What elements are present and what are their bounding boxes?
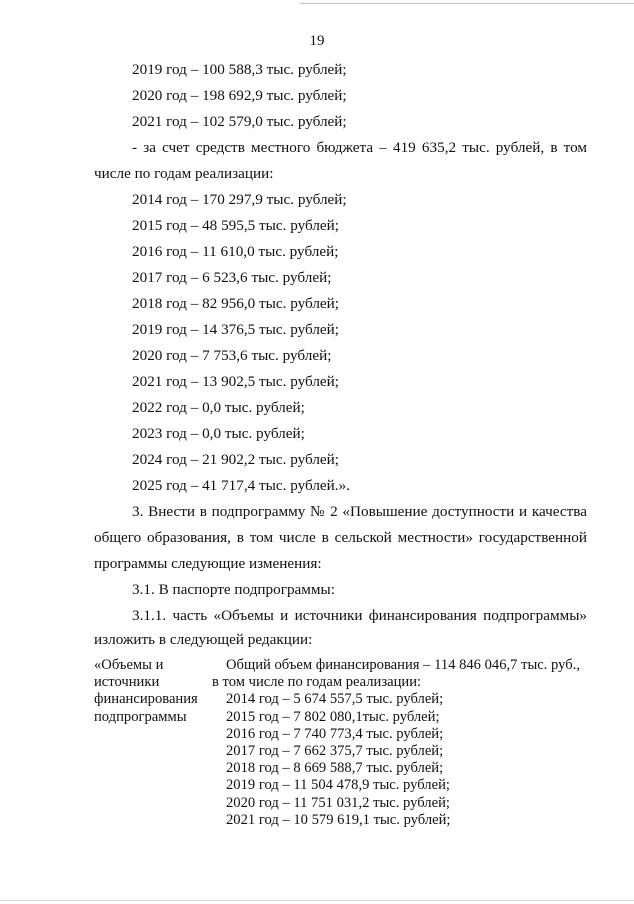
- section-3-line: 3. Внести в подпрограмму № 2 «Повышение доступности и качества: [132, 503, 587, 520]
- local-budget-line: - за счет средств местного бюджета – 419 635,2 тыс. рублей, в том: [132, 139, 587, 156]
- passport-label-line: финансирования: [94, 691, 198, 708]
- intro-year-line: 2021 год – 102 579,0 тыс. рублей;: [132, 113, 347, 130]
- local-budget-year: 2020 год – 7 753,6 тыс. рублей;: [132, 347, 332, 364]
- passport-label-line: источники: [94, 674, 160, 691]
- passport-year-line: 2017 год – 7 662 375,7 тыс. рублей;: [226, 743, 444, 760]
- section-3-1: 3.1. В паспорте подпрограммы:: [132, 581, 335, 598]
- intro-year-line: 2019 год – 100 588,3 тыс. рублей;: [132, 61, 347, 78]
- passport-label-column: [94, 657, 214, 726]
- section-3-line: общего образования, в том числе в сельской местности» государственной: [94, 529, 587, 546]
- passport-total-line: Общий объем финансирования – 114 846 046,7 тыс. руб.,: [226, 657, 580, 673]
- passport-year-line: 2019 год – 11 504 478,9 тыс. рублей;: [226, 777, 450, 794]
- scan-edge-bottom: [0, 900, 634, 901]
- local-budget-year: 2019 год – 14 376,5 тыс. рублей;: [132, 321, 340, 338]
- local-budget-year: 2022 год – 0,0 тыс. рублей;: [132, 399, 305, 416]
- local-budget-year: 2024 год – 21 902,2 тыс. рублей;: [132, 451, 340, 468]
- local-budget-year: 2016 год – 11 610,0 тыс. рублей;: [132, 243, 339, 260]
- passport-year-line: 2021 год – 10 579 619,1 тыс. рублей;: [226, 811, 451, 828]
- passport-label-line: «Объемы и: [94, 657, 164, 673]
- passport-year-line: 2014 год – 5 674 557,5 тыс. рублей;: [226, 691, 444, 708]
- local-budget-year: 2017 год – 6 523,6 тыс. рублей;: [132, 269, 332, 286]
- section-3-line: программы следующие изменения:: [94, 555, 322, 572]
- passport-year-line: 2016 год – 7 740 773,4 тыс. рублей;: [226, 725, 444, 742]
- section-3-1-1-line: изложить в следующей редакции:: [94, 631, 313, 648]
- local-budget-year: 2015 год – 48 595,5 тыс. рублей;: [132, 217, 340, 234]
- scan-edge-top: [300, 3, 634, 4]
- local-budget-year: 2018 год – 82 956,0 тыс. рублей;: [132, 295, 340, 312]
- local-budget-year: 2021 год – 13 902,5 тыс. рублей;: [132, 373, 340, 390]
- local-budget-year: 2014 год – 170 297,9 тыс. рублей;: [132, 191, 347, 208]
- passport-label-line: подпрограммы: [94, 708, 187, 725]
- intro-year-line: 2020 год – 198 692,9 тыс. рублей;: [132, 87, 347, 104]
- passport-total-line: в том числе по годам реализации:: [212, 674, 422, 691]
- passport-year-line: 2020 год – 11 751 031,2 тыс. рублей;: [226, 794, 450, 811]
- section-3-1-1-line: 3.1.1. часть «Объемы и источники финансирования подпрограммы»: [132, 607, 587, 624]
- page-number: 19: [309, 33, 325, 49]
- local-budget-line-continued: числе по годам реализации:: [94, 165, 274, 182]
- local-budget-year: 2023 год – 0,0 тыс. рублей;: [132, 425, 305, 442]
- passport-value-column: [212, 657, 612, 829]
- passport-year-line: 2015 год – 7 802 080,1тыс. рублей;: [226, 708, 440, 725]
- passport-year-line: 2018 год – 8 669 588,7 тыс. рублей;: [226, 760, 444, 777]
- local-budget-year: 2025 год – 41 717,4 тыс. рублей.».: [132, 477, 350, 494]
